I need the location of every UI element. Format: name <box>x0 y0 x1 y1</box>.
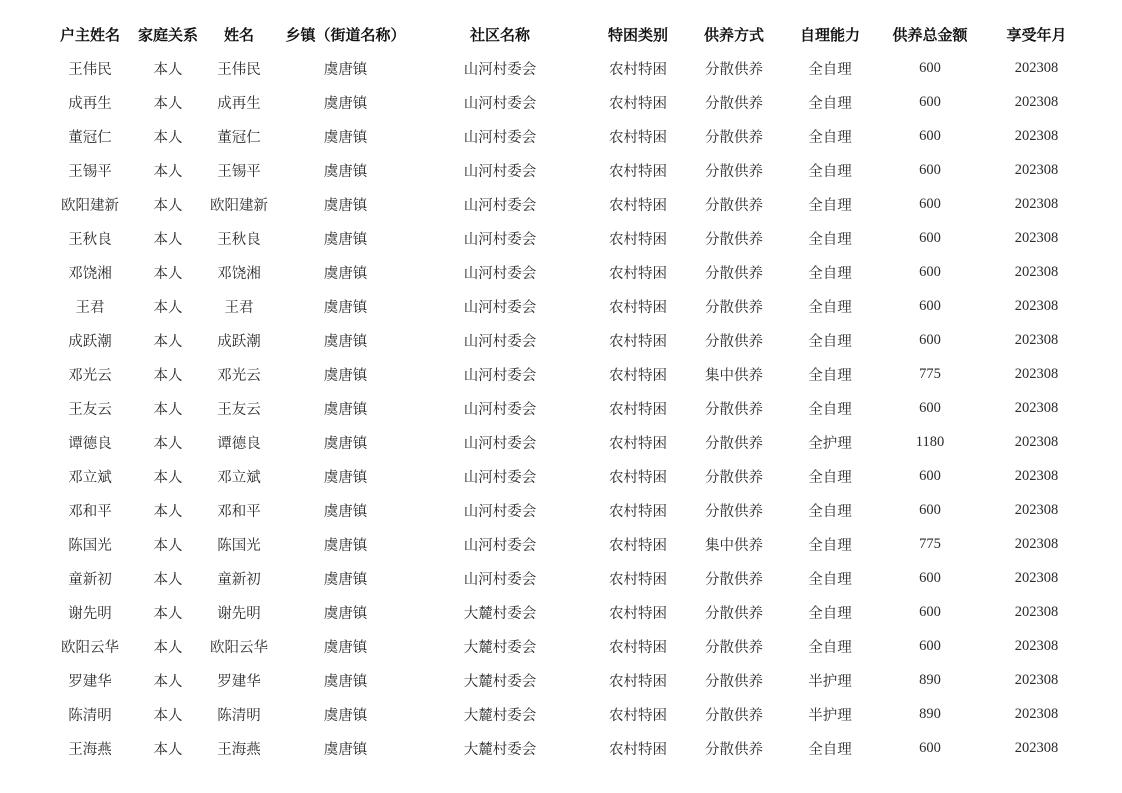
cell-community: 山河村委会 <box>463 299 537 316</box>
cell-month: 202308 <box>1014 93 1059 110</box>
cell-self-care: 全自理 <box>808 231 852 248</box>
table-row <box>44 357 1094 391</box>
cell-support-mode: 分散供养 <box>705 197 763 214</box>
cell-householder-name: 董冠仁 <box>68 129 112 146</box>
cell-support-mode: 分散供养 <box>705 231 763 248</box>
cell-support-mode: 分散供养 <box>705 571 763 588</box>
cell-amount: 775 <box>919 365 941 382</box>
cell-township: 虞唐镇 <box>323 401 368 418</box>
cell-self-care: 半护理 <box>808 707 852 724</box>
cell-community: 山河村委会 <box>463 61 537 78</box>
cell-amount: 600 <box>919 637 941 654</box>
cell-category: 农村特困 <box>609 571 667 588</box>
cell-township: 虞唐镇 <box>323 503 368 520</box>
cell-householder-name: 邓饶湘 <box>68 265 112 282</box>
cell-householder-name: 欧阳建新 <box>61 197 119 214</box>
table-row <box>44 459 1094 493</box>
cell-name: 董冠仁 <box>217 129 261 146</box>
cell-householder-name: 成再生 <box>68 95 112 112</box>
cell-category: 农村特困 <box>609 401 667 418</box>
cell-support-mode: 分散供养 <box>705 741 763 758</box>
cell-category: 农村特困 <box>609 469 667 486</box>
cell-householder-name: 王伟民 <box>68 61 112 78</box>
cell-category: 农村特困 <box>609 741 667 758</box>
cell-township: 虞唐镇 <box>323 741 368 758</box>
cell-amount: 600 <box>919 93 941 110</box>
cell-name: 童新初 <box>217 571 261 588</box>
cell-amount: 600 <box>919 59 941 76</box>
cell-community: 山河村委会 <box>463 401 537 418</box>
header-family-relation: 家庭关系 <box>137 25 198 44</box>
cell-month: 202308 <box>1014 127 1059 144</box>
cell-community: 山河村委会 <box>463 367 537 384</box>
table-row <box>44 187 1094 221</box>
cell-category: 农村特困 <box>609 367 667 384</box>
cell-township: 虞唐镇 <box>323 299 368 316</box>
table-row <box>44 595 1094 629</box>
cell-name: 王君 <box>224 299 254 316</box>
cell-support-mode: 分散供养 <box>705 605 763 622</box>
cell-name: 王锡平 <box>217 163 261 180</box>
cell-self-care: 全自理 <box>808 333 852 350</box>
cell-month: 202308 <box>1014 705 1059 722</box>
cell-name: 欧阳云华 <box>210 639 268 656</box>
cell-community: 大麓村委会 <box>463 741 537 758</box>
cell-amount: 600 <box>919 399 941 416</box>
header-householder-name: 户主姓名 <box>59 25 120 44</box>
table-header <box>44 17 1094 51</box>
cell-township: 虞唐镇 <box>323 605 368 622</box>
cell-community: 大麓村委会 <box>463 707 537 724</box>
cell-name: 邓和平 <box>217 503 261 520</box>
cell-category: 农村特困 <box>609 197 667 214</box>
cell-family-relation: 本人 <box>153 401 183 418</box>
cell-family-relation: 本人 <box>153 61 183 78</box>
cell-support-mode: 分散供养 <box>705 163 763 180</box>
cell-community: 山河村委会 <box>463 537 537 554</box>
cell-category: 农村特困 <box>609 333 667 350</box>
cell-name: 陈国光 <box>217 537 261 554</box>
table-row <box>44 697 1094 731</box>
cell-category: 农村特困 <box>609 673 667 690</box>
table-row <box>44 425 1094 459</box>
cell-township: 虞唐镇 <box>323 469 368 486</box>
cell-name: 王秋良 <box>217 231 261 248</box>
cell-month: 202308 <box>1014 195 1059 212</box>
cell-community: 山河村委会 <box>463 163 537 180</box>
cell-month: 202308 <box>1014 229 1059 246</box>
header-community: 社区名称 <box>469 25 530 44</box>
header-row <box>44 17 1094 51</box>
cell-category: 农村特困 <box>609 129 667 146</box>
cell-community: 大麓村委会 <box>463 605 537 622</box>
cell-amount: 600 <box>919 161 941 178</box>
cell-month: 202308 <box>1014 637 1059 654</box>
cell-householder-name: 谭德良 <box>68 435 112 452</box>
header-amount: 供养总金额 <box>892 25 968 44</box>
header-township: 乡镇（街道名称） <box>285 25 406 44</box>
table-row <box>44 527 1094 561</box>
cell-category: 农村特困 <box>609 707 667 724</box>
table-row <box>44 119 1094 153</box>
cell-support-mode: 分散供养 <box>705 435 763 452</box>
cell-category: 农村特困 <box>609 537 667 554</box>
cell-community: 山河村委会 <box>463 231 537 248</box>
cell-householder-name: 陈清明 <box>68 707 112 724</box>
table-row <box>44 561 1094 595</box>
cell-householder-name: 王秋良 <box>68 231 112 248</box>
cell-amount: 600 <box>919 467 941 484</box>
cell-householder-name: 欧阳云华 <box>61 639 119 656</box>
cell-family-relation: 本人 <box>153 571 183 588</box>
cell-family-relation: 本人 <box>153 231 183 248</box>
cell-householder-name: 邓和平 <box>68 503 112 520</box>
cell-amount: 1180 <box>915 433 945 450</box>
cell-amount: 600 <box>919 229 941 246</box>
cell-category: 农村特困 <box>609 299 667 316</box>
cell-family-relation: 本人 <box>153 299 183 316</box>
cell-amount: 600 <box>919 739 941 756</box>
cell-family-relation: 本人 <box>153 605 183 622</box>
cell-township: 虞唐镇 <box>323 333 368 350</box>
cell-month: 202308 <box>1014 331 1059 348</box>
cell-month: 202308 <box>1014 433 1059 450</box>
cell-month: 202308 <box>1014 569 1059 586</box>
cell-month: 202308 <box>1014 297 1059 314</box>
cell-family-relation: 本人 <box>153 503 183 520</box>
cell-name: 邓饶湘 <box>217 265 261 282</box>
cell-family-relation: 本人 <box>153 707 183 724</box>
cell-self-care: 全自理 <box>808 129 852 146</box>
cell-householder-name: 罗建华 <box>68 673 112 690</box>
cell-self-care: 全自理 <box>808 639 852 656</box>
cell-community: 山河村委会 <box>463 95 537 112</box>
header-self-care: 自理能力 <box>799 25 860 44</box>
cell-self-care: 全自理 <box>808 61 852 78</box>
cell-category: 农村特困 <box>609 163 667 180</box>
cell-community: 山河村委会 <box>463 469 537 486</box>
cell-amount: 890 <box>919 705 941 722</box>
cell-householder-name: 童新初 <box>68 571 112 588</box>
cell-name: 成再生 <box>217 95 261 112</box>
cell-self-care: 全自理 <box>808 265 852 282</box>
cell-self-care: 半护理 <box>808 673 852 690</box>
cell-name: 陈清明 <box>217 707 261 724</box>
header-support-mode: 供养方式 <box>703 25 764 44</box>
header-month: 享受年月 <box>1006 25 1067 44</box>
cell-community: 山河村委会 <box>463 197 537 214</box>
cell-family-relation: 本人 <box>153 741 183 758</box>
cell-category: 农村特困 <box>609 95 667 112</box>
cell-category: 农村特困 <box>609 503 667 520</box>
cell-family-relation: 本人 <box>153 197 183 214</box>
cell-self-care: 全自理 <box>808 197 852 214</box>
cell-township: 虞唐镇 <box>323 129 368 146</box>
table-row <box>44 85 1094 119</box>
cell-family-relation: 本人 <box>153 639 183 656</box>
table-row <box>44 629 1094 663</box>
cell-community: 山河村委会 <box>463 435 537 452</box>
cell-support-mode: 分散供养 <box>705 673 763 690</box>
support-roster-table <box>44 17 1094 765</box>
cell-category: 农村特困 <box>609 639 667 656</box>
cell-support-mode: 集中供养 <box>705 537 763 554</box>
cell-community: 大麓村委会 <box>463 639 537 656</box>
cell-month: 202308 <box>1014 501 1059 518</box>
cell-name: 欧阳建新 <box>210 197 268 214</box>
cell-support-mode: 分散供养 <box>705 401 763 418</box>
cell-family-relation: 本人 <box>153 163 183 180</box>
cell-householder-name: 王友云 <box>68 401 112 418</box>
cell-householder-name: 邓立斌 <box>68 469 112 486</box>
cell-amount: 600 <box>919 331 941 348</box>
cell-name: 王友云 <box>217 401 261 418</box>
cell-township: 虞唐镇 <box>323 231 368 248</box>
cell-amount: 600 <box>919 195 941 212</box>
cell-township: 虞唐镇 <box>323 197 368 214</box>
cell-name: 谭德良 <box>217 435 261 452</box>
cell-name: 成跃潮 <box>217 333 261 350</box>
cell-month: 202308 <box>1014 161 1059 178</box>
cell-householder-name: 邓光云 <box>68 367 112 384</box>
cell-family-relation: 本人 <box>153 265 183 282</box>
cell-month: 202308 <box>1014 365 1059 382</box>
cell-self-care: 全护理 <box>808 435 852 452</box>
cell-amount: 600 <box>919 501 941 518</box>
cell-family-relation: 本人 <box>153 129 183 146</box>
cell-month: 202308 <box>1014 603 1059 620</box>
cell-community: 山河村委会 <box>463 129 537 146</box>
cell-community: 山河村委会 <box>463 571 537 588</box>
header-category: 特困类别 <box>607 25 668 44</box>
cell-month: 202308 <box>1014 467 1059 484</box>
cell-self-care: 全自理 <box>808 537 852 554</box>
cell-support-mode: 分散供养 <box>705 707 763 724</box>
cell-support-mode: 分散供养 <box>705 129 763 146</box>
cell-township: 虞唐镇 <box>323 367 368 384</box>
cell-householder-name: 陈国光 <box>68 537 112 554</box>
header-name: 姓名 <box>223 25 254 44</box>
cell-self-care: 全自理 <box>808 605 852 622</box>
cell-month: 202308 <box>1014 671 1059 688</box>
cell-amount: 600 <box>919 569 941 586</box>
cell-township: 虞唐镇 <box>323 537 368 554</box>
cell-self-care: 全自理 <box>808 163 852 180</box>
cell-householder-name: 成跃潮 <box>68 333 112 350</box>
table-body <box>44 51 1094 765</box>
cell-amount: 600 <box>919 127 941 144</box>
cell-family-relation: 本人 <box>153 367 183 384</box>
table-row <box>44 323 1094 357</box>
table-row <box>44 51 1094 85</box>
cell-support-mode: 分散供养 <box>705 639 763 656</box>
cell-category: 农村特困 <box>609 435 667 452</box>
cell-support-mode: 分散供养 <box>705 469 763 486</box>
cell-self-care: 全自理 <box>808 571 852 588</box>
cell-self-care: 全自理 <box>808 469 852 486</box>
table-row <box>44 663 1094 697</box>
table-row <box>44 493 1094 527</box>
cell-amount: 600 <box>919 297 941 314</box>
cell-amount: 775 <box>919 535 941 552</box>
cell-self-care: 全自理 <box>808 503 852 520</box>
cell-amount: 890 <box>919 671 941 688</box>
cell-name: 罗建华 <box>217 673 261 690</box>
table-row <box>44 731 1094 765</box>
cell-householder-name: 王君 <box>75 299 105 316</box>
cell-name: 邓光云 <box>217 367 261 384</box>
cell-month: 202308 <box>1014 399 1059 416</box>
cell-family-relation: 本人 <box>153 469 183 486</box>
cell-support-mode: 分散供养 <box>705 61 763 78</box>
cell-support-mode: 分散供养 <box>705 265 763 282</box>
cell-township: 虞唐镇 <box>323 163 368 180</box>
cell-month: 202308 <box>1014 535 1059 552</box>
cell-self-care: 全自理 <box>808 741 852 758</box>
cell-township: 虞唐镇 <box>323 571 368 588</box>
cell-name: 邓立斌 <box>217 469 261 486</box>
cell-community: 山河村委会 <box>463 503 537 520</box>
cell-family-relation: 本人 <box>153 435 183 452</box>
cell-self-care: 全自理 <box>808 367 852 384</box>
cell-name: 王伟民 <box>217 61 261 78</box>
cell-township: 虞唐镇 <box>323 95 368 112</box>
cell-category: 农村特困 <box>609 231 667 248</box>
cell-amount: 600 <box>919 603 941 620</box>
cell-township: 虞唐镇 <box>323 435 368 452</box>
table-row <box>44 289 1094 323</box>
table-row <box>44 255 1094 289</box>
cell-householder-name: 谢先明 <box>68 605 112 622</box>
cell-support-mode: 分散供养 <box>705 333 763 350</box>
cell-name: 谢先明 <box>217 605 261 622</box>
cell-self-care: 全自理 <box>808 95 852 112</box>
table-row <box>44 391 1094 425</box>
cell-community: 山河村委会 <box>463 333 537 350</box>
cell-amount: 600 <box>919 263 941 280</box>
cell-township: 虞唐镇 <box>323 707 368 724</box>
cell-month: 202308 <box>1014 59 1059 76</box>
cell-month: 202308 <box>1014 739 1059 756</box>
cell-householder-name: 王海燕 <box>68 741 112 758</box>
cell-category: 农村特困 <box>609 61 667 78</box>
cell-family-relation: 本人 <box>153 95 183 112</box>
cell-family-relation: 本人 <box>153 333 183 350</box>
cell-community: 大麓村委会 <box>463 673 537 690</box>
cell-name: 王海燕 <box>217 741 261 758</box>
cell-self-care: 全自理 <box>808 401 852 418</box>
cell-category: 农村特困 <box>609 265 667 282</box>
cell-householder-name: 王锡平 <box>68 163 112 180</box>
cell-family-relation: 本人 <box>153 537 183 554</box>
cell-month: 202308 <box>1014 263 1059 280</box>
cell-township: 虞唐镇 <box>323 61 368 78</box>
cell-self-care: 全自理 <box>808 299 852 316</box>
cell-category: 农村特困 <box>609 605 667 622</box>
table-row <box>44 221 1094 255</box>
cell-township: 虞唐镇 <box>323 265 368 282</box>
cell-support-mode: 分散供养 <box>705 95 763 112</box>
cell-community: 山河村委会 <box>463 265 537 282</box>
cell-family-relation: 本人 <box>153 673 183 690</box>
cell-township: 虞唐镇 <box>323 673 368 690</box>
cell-support-mode: 分散供养 <box>705 503 763 520</box>
cell-support-mode: 分散供养 <box>705 299 763 316</box>
table-row <box>44 153 1094 187</box>
cell-township: 虞唐镇 <box>323 639 368 656</box>
cell-support-mode: 集中供养 <box>705 367 763 384</box>
